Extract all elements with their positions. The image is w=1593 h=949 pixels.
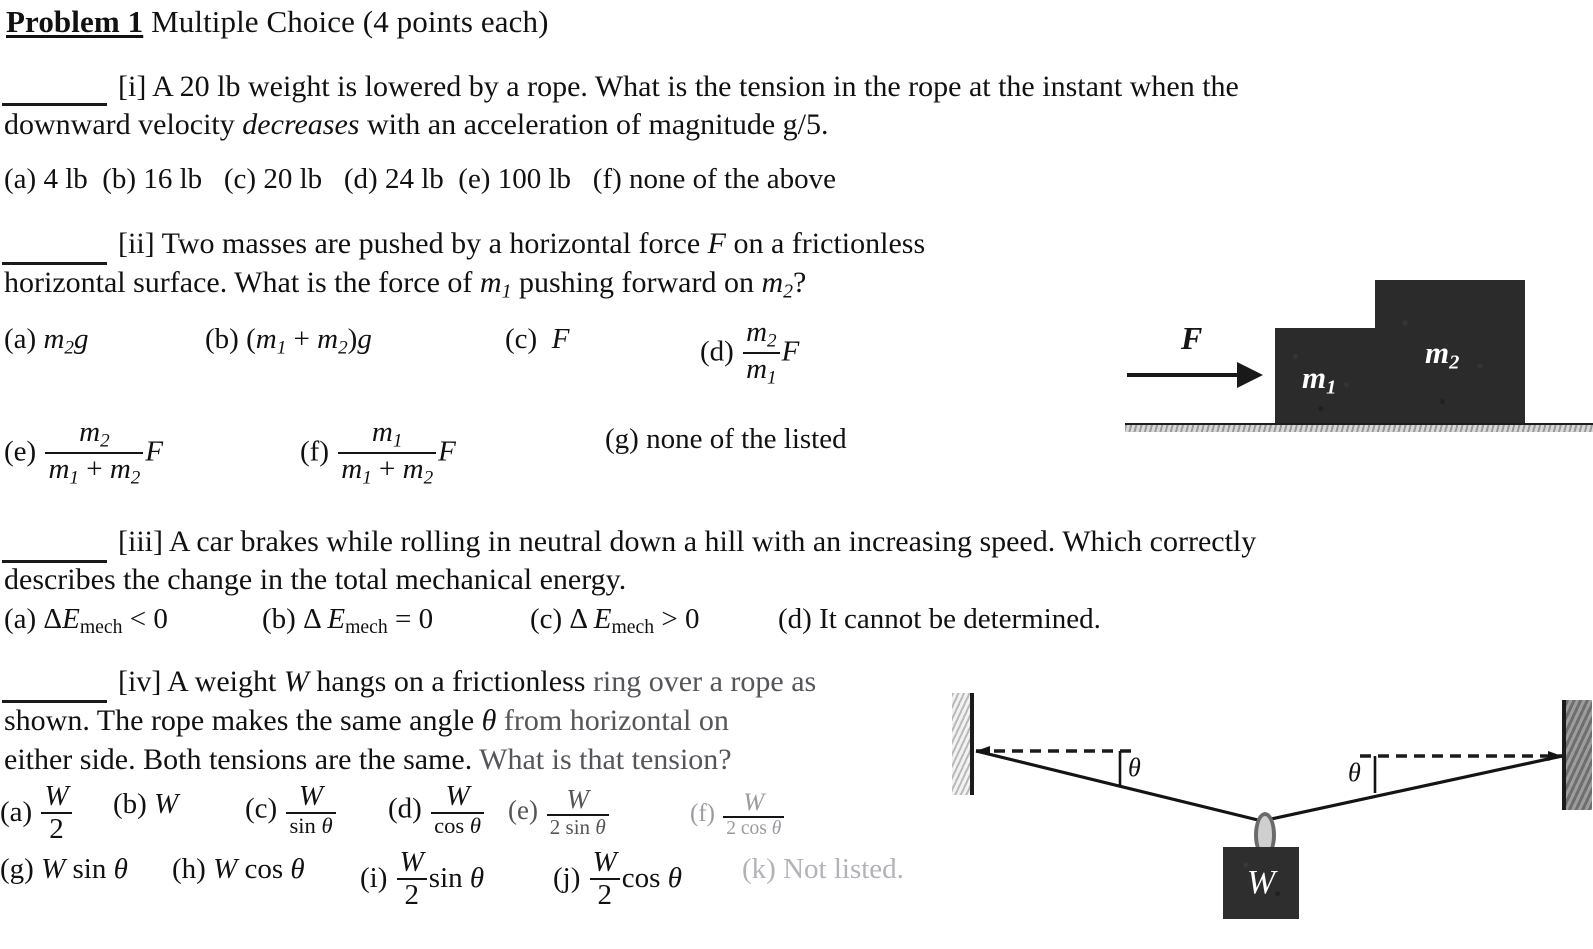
rope-ring-figure	[930, 665, 1593, 905]
option-iv-f[interactable]: (f) $\frac{W}{\text{2 cos θ}}$	[690, 790, 786, 840]
angle-label-left: θ	[1128, 753, 1141, 782]
option-ii-a[interactable]: (a) $m_2g$	[4, 323, 89, 359]
option-iii-b[interactable]: (b) Δ Emech = 0	[262, 603, 434, 638]
ground-hatching	[1125, 425, 1593, 432]
option-ii-f[interactable]: (f) $\frac{m_1}{m_1 + m_2}$ F	[300, 416, 456, 489]
option-i-d[interactable]: (d) 24 lb	[343, 163, 444, 195]
option-ii-c[interactable]: (c) F	[505, 323, 570, 355]
emphasis-decreases: decreases	[242, 108, 360, 141]
fraction-m2-over-m1: $\frac{m_2}{m_1}$	[743, 317, 780, 389]
question-ii-line1: [ii] Two masses are pushed by a horizontal force F on a frictionless	[118, 227, 926, 260]
option-ii-b[interactable]: (b) $(m_1 + m_2)g$	[205, 323, 372, 359]
question-iii-line2: describes the change in the total mechanical energy.	[4, 563, 627, 596]
question-iv-line1: [iv] A weight W hangs on a frictionless ring over a rope as	[118, 665, 817, 698]
option-iv-k[interactable]: (k) Not listed.	[742, 853, 904, 885]
question-i-line1: [i] A 20 lb weight is lowered by a rope. What is the tension in the rope at the instant when the	[118, 70, 1239, 103]
question-iv-line2: shown. The rope makes the same angle θ from horizontal on	[4, 704, 729, 737]
weight-block	[1223, 847, 1299, 919]
left-rope-arrowhead	[976, 746, 990, 756]
option-ii-g[interactable]: (g) none of the listed	[605, 423, 847, 455]
rope-right-segment	[1262, 756, 1562, 821]
option-ii-d[interactable]: (d) $\frac{m_2}{m_1}$ F	[700, 316, 800, 389]
right-rope-arrowhead	[1548, 751, 1562, 761]
fraction-m2-over-m1-plus-m2: $\frac{m_2}{m_1 + m_2}$	[45, 417, 143, 489]
option-i-b[interactable]: (b) 16 lb	[102, 163, 203, 195]
question-ii-line2: horizontal surface. What is the force of $m_1$ pushing forward on $m_2$?	[4, 266, 807, 303]
option-iii-d[interactable]: (d) It cannot be determined.	[778, 603, 1101, 635]
option-iv-b[interactable]: (b) W	[113, 788, 179, 820]
option-i-c[interactable]: (c) 20 lb	[223, 163, 323, 195]
option-ii-e[interactable]: (e) $\frac{m_2}{m_1 + m_2}$ F	[4, 416, 164, 489]
option-iv-a[interactable]: (a) $\frac{W}{2}$	[0, 782, 74, 847]
question-i-options	[4, 165, 836, 194]
option-iv-d[interactable]: (d) $\frac{W}{\text{cos θ}}$	[388, 782, 486, 840]
angle-label-right: θ	[1348, 758, 1361, 787]
force-arrow-head	[1237, 362, 1263, 388]
option-iv-e[interactable]: (e) $\frac{W}{\text{2 sin θ}}$	[508, 786, 611, 840]
blocks-figure	[1125, 260, 1593, 440]
question-iv-line3: either side. Both tensions are the same. What is that tension?	[4, 743, 732, 776]
force-arrow-shaft	[1127, 373, 1242, 377]
answer-blank-ii[interactable]	[2, 262, 107, 265]
problem-label: Problem 1	[6, 4, 144, 39]
option-i-f[interactable]: (f) none of the above	[592, 163, 836, 195]
fraction-m1-over-m1-plus-m2: $\frac{m_1}{m_1 + m_2}$	[338, 417, 436, 489]
force-label-F: F	[1181, 320, 1203, 356]
option-iii-c[interactable]: (c) Δ Emech > 0	[530, 603, 700, 638]
problem-title: Multiple Choice (4 points each)	[151, 4, 549, 39]
answer-blank-iv[interactable]	[2, 700, 107, 703]
option-iv-i[interactable]: (i) $\frac{W}{2}$ sin θ	[360, 846, 485, 912]
weight-label: W	[1246, 864, 1276, 901]
option-i-e[interactable]: (e) 100 lb	[458, 163, 572, 195]
mass2-label: $m_2$	[1425, 335, 1460, 374]
option-iv-c[interactable]: (c) $\frac{W}{\text{sin θ}}$	[245, 782, 338, 840]
question-i-line2: downward velocity decreases with an acceleration of magnitude g/5.	[4, 108, 829, 141]
option-iv-j[interactable]: (j) $\frac{W}{2}$ cos θ	[553, 846, 682, 912]
answer-blank-i[interactable]	[2, 103, 107, 106]
option-iv-g[interactable]: (g) W sin θ	[0, 853, 128, 885]
option-iii-a[interactable]: (a) ΔEmech < 0	[4, 603, 168, 638]
problem-heading	[6, 6, 549, 37]
mass1-label: $m_1$	[1302, 360, 1337, 399]
option-iv-h[interactable]: (h) W cos θ	[172, 853, 305, 885]
option-i-a[interactable]: (a) 4 lb	[4, 163, 88, 195]
question-iii-line1: [iii] A car brakes while rolling in neutral down a hill with an increasing speed. Which correctly	[118, 525, 1257, 558]
